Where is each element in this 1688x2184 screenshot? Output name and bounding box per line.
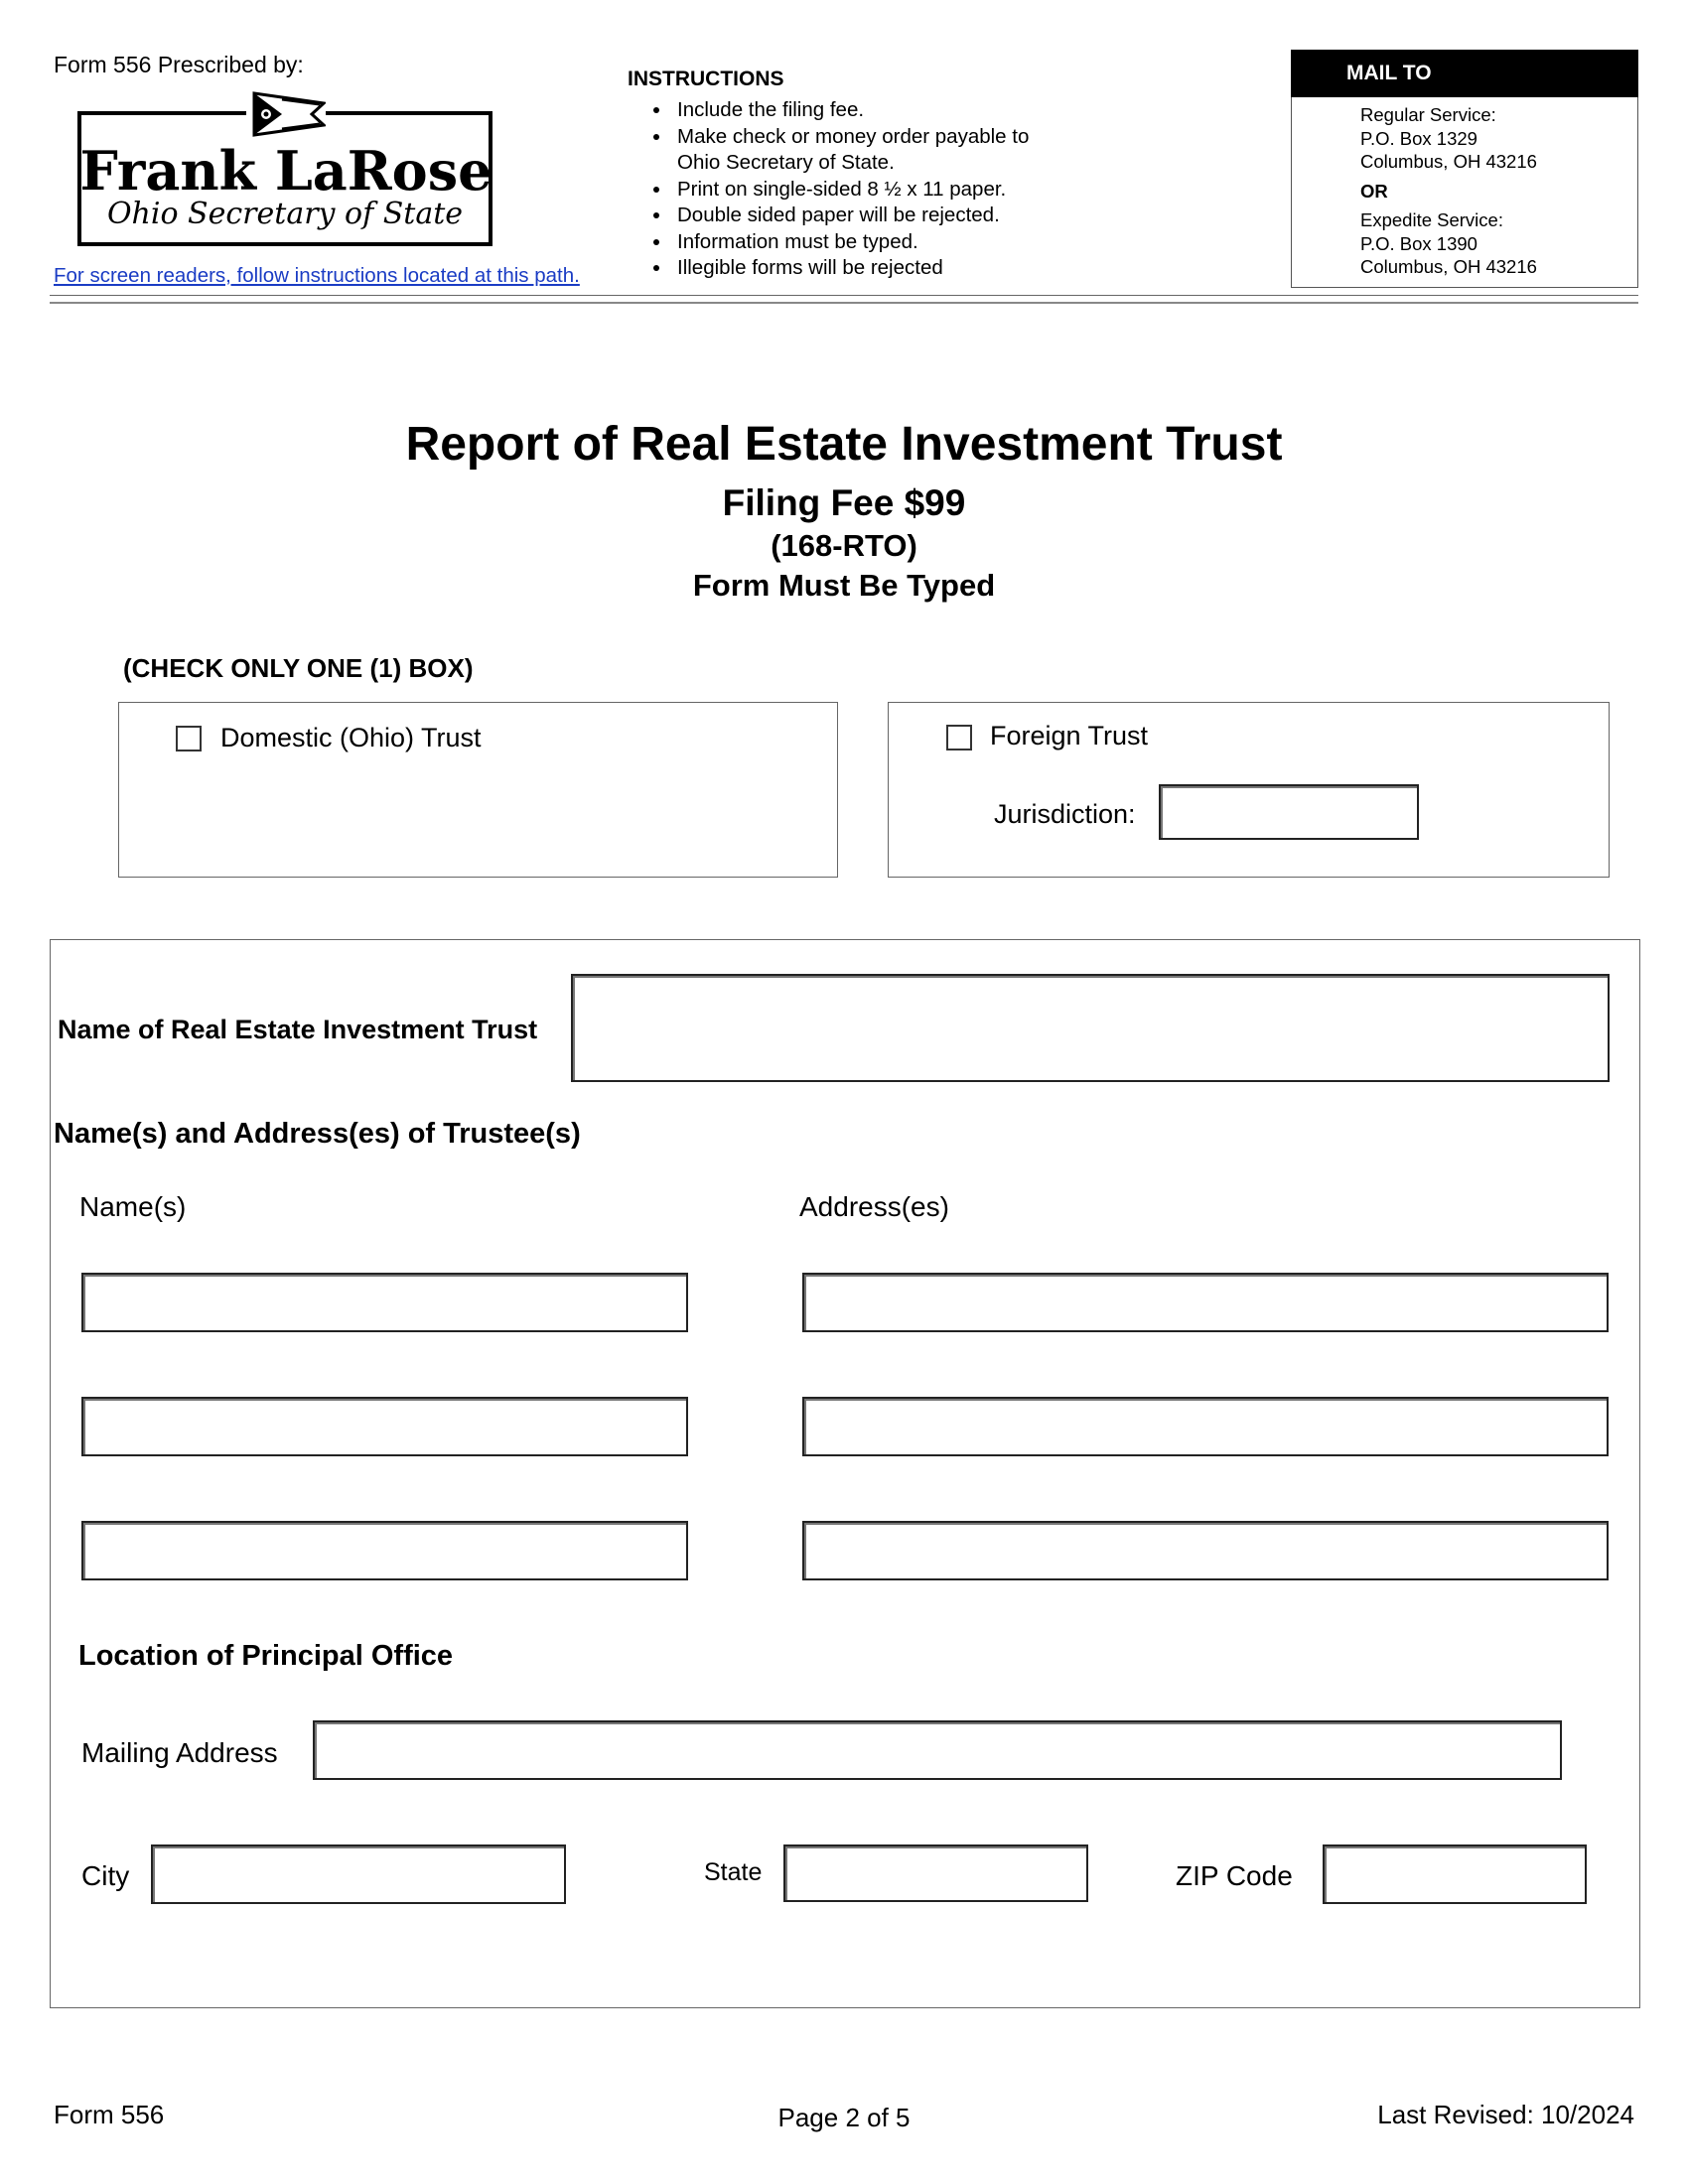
expedite-service-city: Columbus, OH 43216 [1360, 256, 1537, 277]
state-label: State [704, 1858, 763, 1886]
city-label: City [81, 1860, 130, 1891]
trustee-name-input-1[interactable] [81, 1273, 688, 1332]
or-text: OR [1360, 180, 1388, 202]
mailing-address-label: Mailing Address [81, 1737, 278, 1768]
city-input[interactable] [151, 1844, 566, 1904]
ohio-flag-icon [252, 91, 326, 137]
expedite-service-box: P.O. Box 1390 [1360, 232, 1477, 254]
instruction-item: Ohio Secretary of State. [677, 151, 895, 174]
regular-service-city: Columbus, OH 43216 [1360, 151, 1537, 172]
mailing-address-input[interactable] [313, 1720, 1562, 1780]
addresses-column-label: Address(es) [799, 1191, 949, 1222]
instruction-item: Make check or money order payable to [653, 124, 1029, 151]
regular-service-label: Regular Service: [1360, 104, 1496, 125]
domestic-trust-label: Domestic (Ohio) Trust [220, 723, 482, 752]
names-column-label: Name(s) [79, 1191, 187, 1222]
trust-name-label: Name of Real Estate Investment Trust [58, 1015, 538, 1044]
foreign-trust-label: Foreign Trust [990, 721, 1149, 751]
prescribed-by-text: Form 556 Prescribed by: [54, 52, 304, 77]
form-title: Report of Real Estate Investment Trust [405, 418, 1283, 471]
check-one-instruction: (CHECK ONLY ONE (1) BOX) [123, 653, 474, 683]
instruction-item: Print on single-sided 8 ½ x 11 paper. [653, 177, 1029, 204]
principal-office-heading: Location of Principal Office [78, 1640, 454, 1672]
jurisdiction-input[interactable] [1159, 784, 1419, 840]
instruction-item: Include the filing fee. [653, 97, 1029, 124]
trust-name-input[interactable] [571, 974, 1610, 1082]
instructions-title: INSTRUCTIONS [628, 68, 784, 90]
instruction-item: Information must be typed. [653, 229, 1029, 256]
regular-service-box: P.O. Box 1329 [1360, 127, 1477, 149]
trustee-address-input-2[interactable] [802, 1397, 1609, 1456]
instruction-item: Illegible forms will be rejected [653, 255, 1029, 282]
instructions-list [653, 97, 1029, 282]
footer-form-number: Form 556 [54, 2100, 165, 2129]
trustee-address-input-3[interactable] [802, 1521, 1609, 1580]
jurisdiction-label: Jurisdiction: [994, 799, 1136, 829]
instruction-item: Double sided paper will be rejected. [653, 203, 1029, 229]
mail-to-addresses [1360, 103, 1537, 279]
header-divider [50, 295, 1638, 296]
footer-page-number: Page 2 of 5 [777, 2103, 911, 2132]
domestic-trust-checkbox[interactable] [176, 726, 202, 751]
header-divider-lower [50, 302, 1638, 304]
screen-reader-link[interactable]: For screen readers, follow instructions located at this path. [54, 264, 580, 287]
zip-code-input[interactable] [1323, 1844, 1587, 1904]
form-code: (168-RTO) [771, 528, 917, 563]
trustee-name-input-3[interactable] [81, 1521, 688, 1580]
zip-code-label: ZIP Code [1176, 1860, 1293, 1891]
expedite-service-label: Expedite Service: [1360, 209, 1503, 230]
logo-name: Frank LaRose [79, 139, 492, 203]
logo-frame-top-right [326, 111, 492, 115]
state-input[interactable] [783, 1844, 1088, 1902]
foreign-trust-checkbox[interactable] [946, 725, 972, 751]
filing-fee: Filing Fee $99 [722, 482, 966, 523]
logo-subtitle: Ohio Secretary of State [106, 197, 464, 231]
mail-to-title: MAIL TO [1291, 50, 1638, 97]
trustees-heading: Name(s) and Address(es) of Trustee(s) [54, 1118, 581, 1150]
logo-frame-top-left [77, 111, 246, 115]
form-must-be-typed: Form Must Be Typed [692, 568, 996, 603]
trustee-name-input-2[interactable] [81, 1397, 688, 1456]
trustee-address-input-1[interactable] [802, 1273, 1609, 1332]
footer-last-revised: Last Revised: 10/2024 [1377, 2100, 1634, 2129]
